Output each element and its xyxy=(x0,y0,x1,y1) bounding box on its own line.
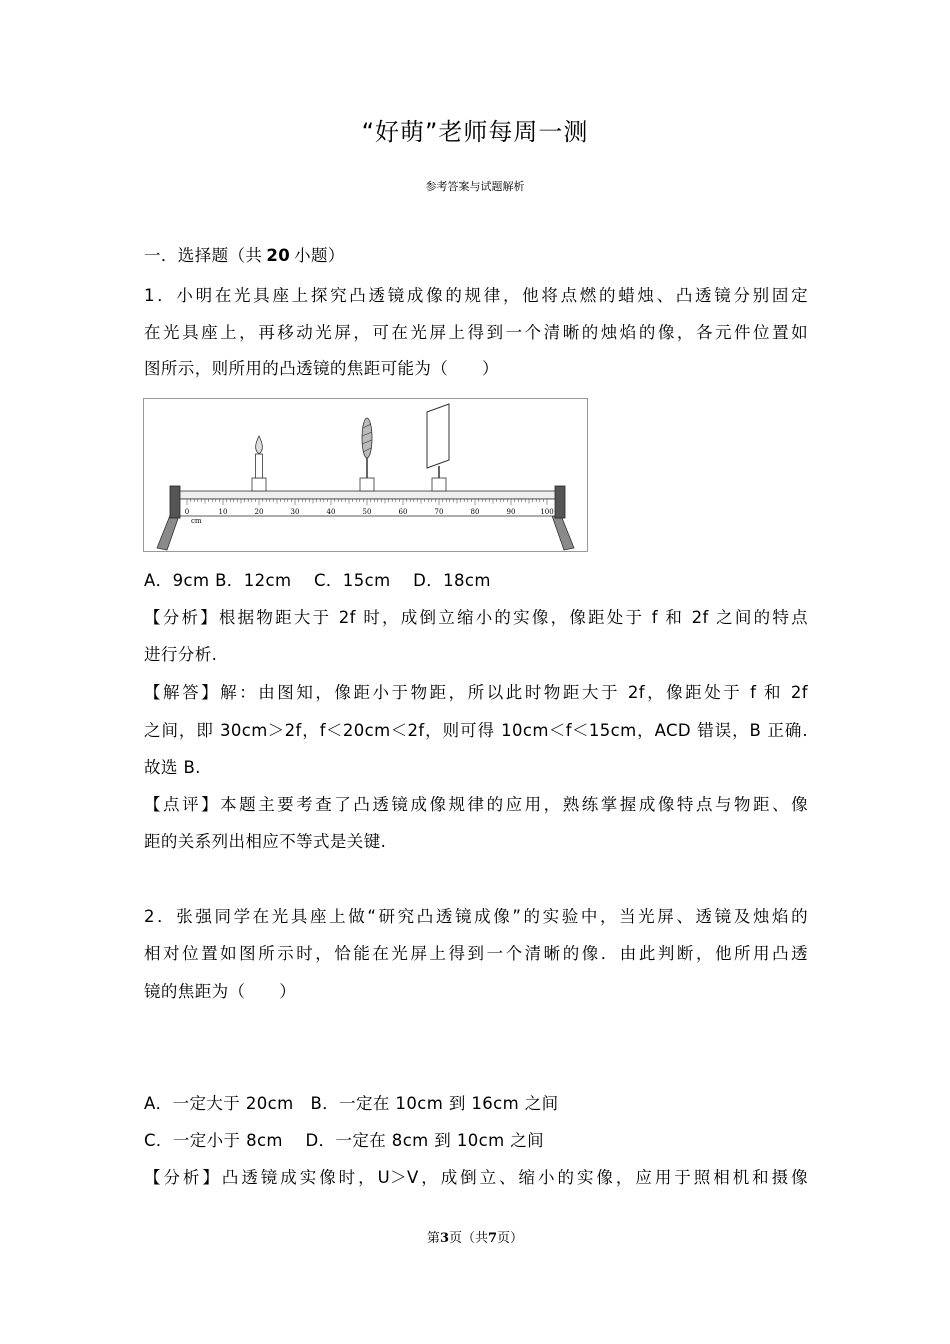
q1-line-1: 1．小明在光具座上探究凸透镜成像的规律，他将点燃的蜡烛、凸透镜分别固定 xyxy=(144,286,808,305)
ruler-tick-label: 30 xyxy=(290,508,300,516)
section-heading: 一．选择题（共 20 小题） xyxy=(144,246,345,265)
bench-end-right xyxy=(555,486,565,518)
q1-line-3: 图所示，则所用的凸透镜的焦距可能为（ ） xyxy=(144,359,499,378)
q1-comment-2: 距的关系列出相应不等式是关键. xyxy=(144,832,387,851)
q2-line-1: 2．张强同学在光具座上做“研究凸透镜成像”的实验中，当光屏、透镜及烛焰的 xyxy=(144,907,808,926)
ruler-tick-label: 70 xyxy=(434,508,444,516)
q2-options-2: C．一定小于 8cm D．一定在 8cm 到 10cm 之间 xyxy=(144,1131,545,1150)
ruler-tick-label: 20 xyxy=(254,508,264,516)
ruler-tick-label: 50 xyxy=(362,508,372,516)
q1-solution-1: 【解答】解：由图知，像距小于物距，所以此时物距大于 2f，像距处于 f 和 2f xyxy=(144,683,808,702)
ruler-tick-label: 100 xyxy=(540,508,554,516)
q1-analysis-1: 【分析】根据物距大于 2f 时，成倒立缩小的实像，像距处于 f 和 2f 之间的特点 xyxy=(144,608,808,627)
ruler-tick-label: 40 xyxy=(326,508,336,516)
q1-analysis-2: 进行分析. xyxy=(144,645,218,664)
q1-comment-1: 【点评】本题主要考查了凸透镜成像规律的应用，熟练掌握成像特点与物距、像 xyxy=(144,795,808,814)
q1-options: A．9cm B．12cm C．15cm D．18cm xyxy=(144,571,491,590)
q1-line-2: 在光具座上，再移动光屏，可在光屏上得到一个清晰的烛焰的像，各元件位置如 xyxy=(144,323,808,342)
q2-options-1: A．一定大于 20cm B．一定在 10cm 到 16cm 之间 xyxy=(144,1094,559,1113)
q2-line-2: 相对位置如图所示时，恰能在光屏上得到一个清晰的像．由此判断，他所用凸透 xyxy=(144,944,808,963)
page-footer: 第3页（共7页） xyxy=(426,1231,524,1246)
page-subtitle: 参考答案与试题解析 xyxy=(425,180,525,193)
ruler-tick-label: 90 xyxy=(506,508,516,516)
q1-solution-3: 故选 B. xyxy=(144,758,201,777)
ruler-tick-label: 0 xyxy=(184,508,190,516)
ruler-unit-label: cm xyxy=(191,517,202,525)
q2-line-3: 镜的焦距为（ ） xyxy=(144,982,297,1001)
page-title: “好萌”老师每周一测 xyxy=(361,118,589,146)
bench-rail-top xyxy=(180,491,555,499)
bench-end-left xyxy=(170,486,180,518)
ruler-tick-label: 60 xyxy=(398,508,408,516)
optical-bench-figure xyxy=(143,398,588,552)
ruler-tick-label: 10 xyxy=(218,508,228,516)
q1-solution-2: 之间，即 30cm＞2f，f＜20cm＜2f，则可得 10cm＜f＜15cm，ACD 错误，B 正确. xyxy=(144,721,808,740)
ruler-tick-label: 80 xyxy=(470,508,480,516)
q2-analysis: 【分析】凸透镜成实像时，U＞V，成倒立、缩小的实像，应用于照相机和摄像 xyxy=(144,1168,808,1187)
